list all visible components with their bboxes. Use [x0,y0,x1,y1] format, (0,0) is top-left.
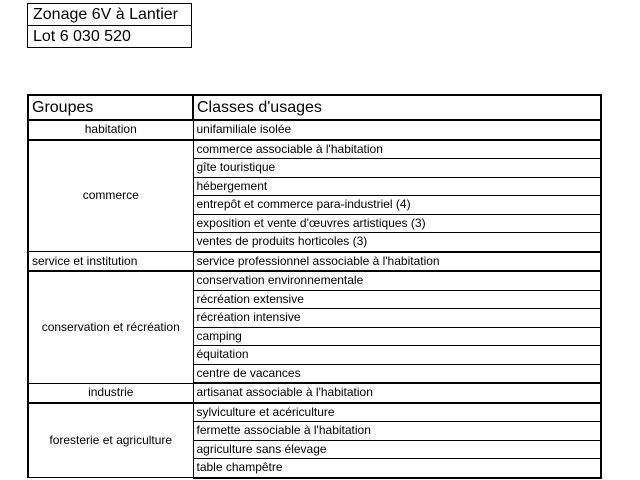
table-row [28,252,601,272]
usage-class-cell: commerce associable à l'habitation [193,140,601,159]
usage-class-cell: camping [193,327,601,346]
usage-class-cell: table champêtre [193,459,601,478]
table-row [28,140,601,159]
group-cell: industrie [28,383,193,403]
group-cell: commerce [28,140,193,252]
group-cell: foresterie et agriculture [28,403,193,478]
usage-class-cell: unifamiliale isolée [193,120,601,140]
group-cell: conservation et récréation [28,271,193,383]
zone-title: Zonage 6V à Lantier [28,4,192,26]
header-classes-usages: Classes d'usages [193,95,601,120]
usage-class-cell: artisanat associable à l'habitation [193,383,601,403]
usage-class-cell: agriculture sans élevage [193,440,601,459]
group-cell: habitation [28,120,193,140]
usage-class-cell: entrepôt et commerce para-industriel (4) [193,196,601,215]
usage-class-cell: récréation intensive [193,309,601,328]
usage-class-cell: conservation environnementale [193,271,601,290]
table-row [28,383,601,403]
usage-class-cell: hébergement [193,177,601,196]
usage-class-cell: exposition et vente d'œuvres artistiques (3) [193,214,601,233]
table-row [28,271,601,290]
usage-class-cell: récréation extensive [193,290,601,309]
usage-class-cell: équitation [193,346,601,365]
table-header-row [28,95,601,120]
usage-classes-table [27,94,602,479]
group-cell: service et institution [28,252,193,272]
usage-class-cell: fermette associable à l'habitation [193,422,601,441]
usage-class-cell: centre de vacances [193,364,601,383]
lot-number: Lot 6 030 520 [28,26,192,48]
usage-class-cell: ventes de produits horticoles (3) [193,233,601,252]
usage-class-cell: sylviculture et acériculture [193,403,601,422]
zoning-header-box [27,3,192,48]
usage-class-cell: service professionnel associable à l'habitation [193,252,601,272]
usage-class-cell: gîte touristique [193,159,601,178]
table-row [28,403,601,422]
header-groupes: Groupes [28,95,193,120]
table-row [28,120,601,140]
